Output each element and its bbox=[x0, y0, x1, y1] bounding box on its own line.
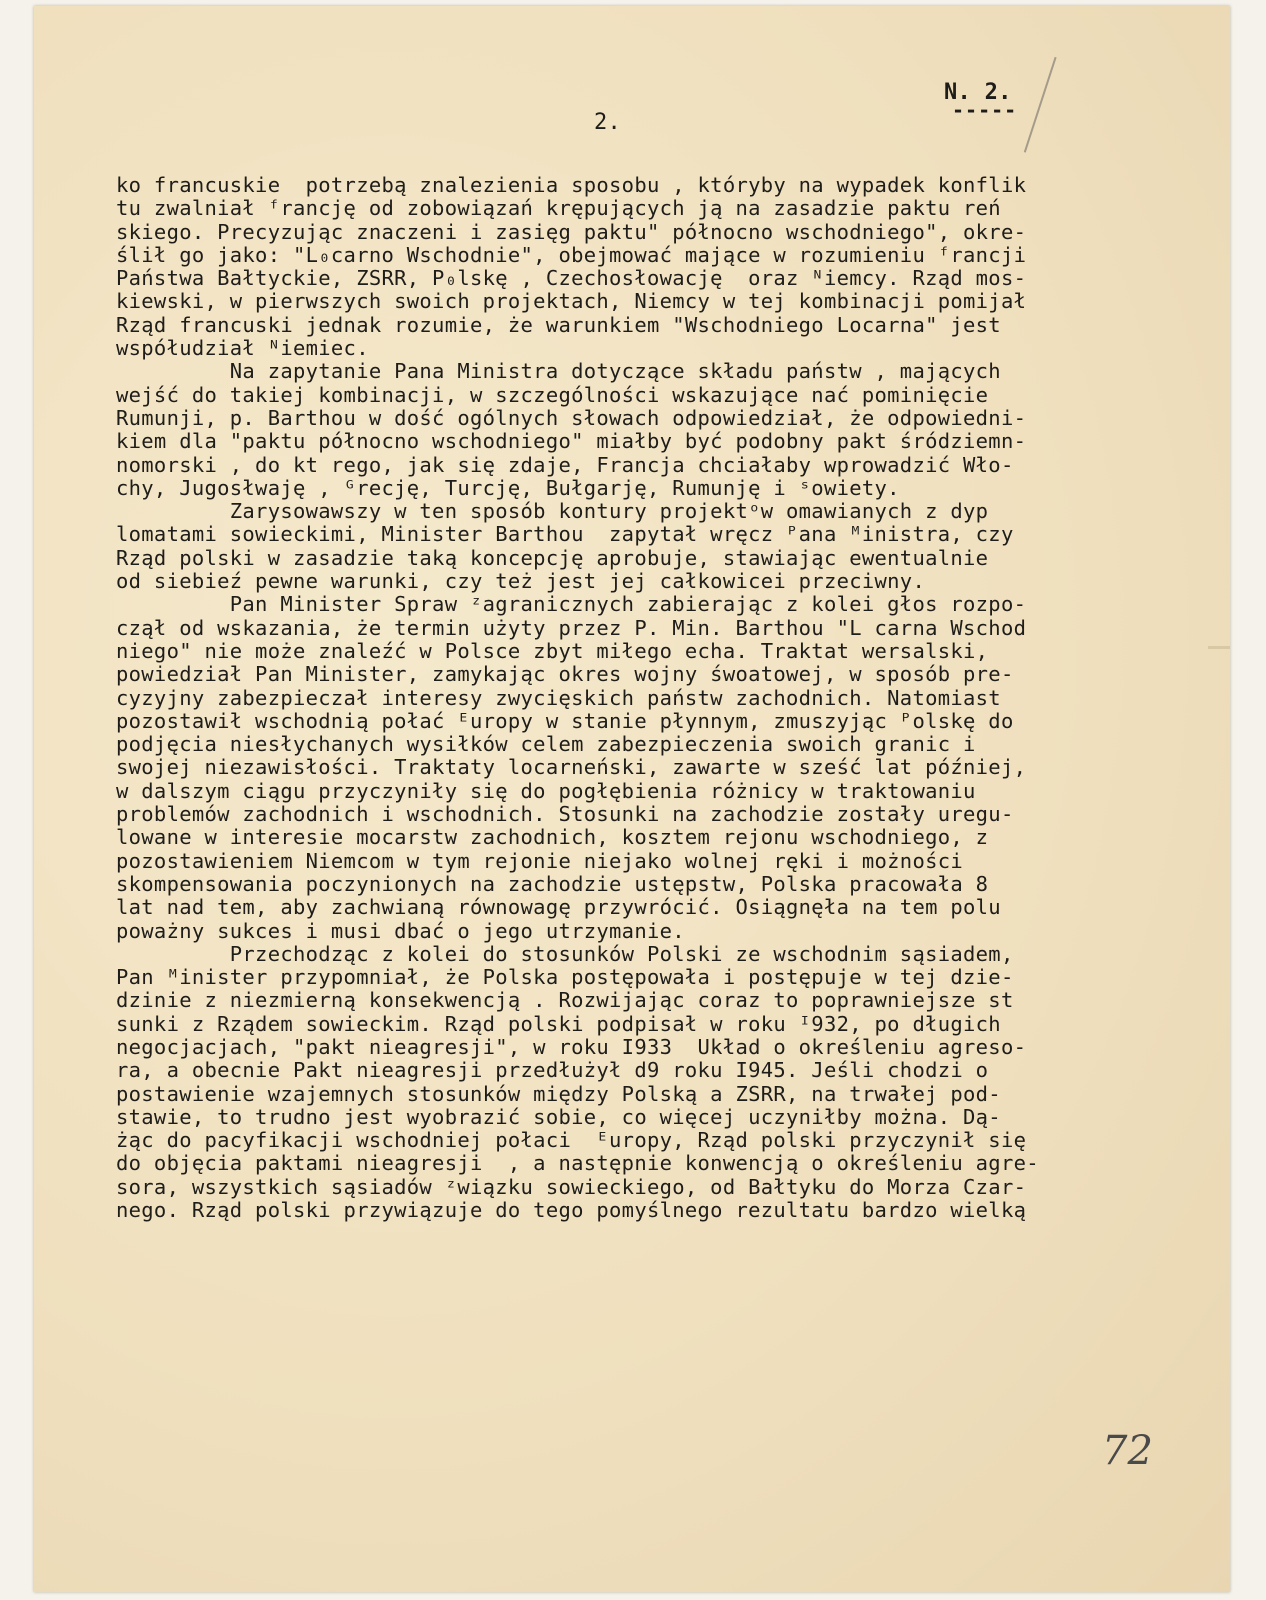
text-line: współudział ᴺiemiec. bbox=[116, 336, 369, 361]
text-line: tu zwalniał ᶠrancję od zobowiązań krępujących ją na zasadzie paktu reń bbox=[116, 196, 1001, 221]
text-line: Rząd francuski jednak rozumie, że warunkiem "Wschodniego Locarna" jest bbox=[116, 312, 1001, 337]
text-line: nomorski , do kt rego, jak się zdaje, Francja chciałaby wprowadzić Wło- bbox=[116, 452, 1014, 477]
document-number: N. 2. bbox=[944, 80, 1012, 105]
pencil-mark bbox=[1024, 57, 1064, 155]
body-text bbox=[116, 174, 1230, 1222]
text-line: lomatami sowieckimi, Minister Barthou zapytał wręcz ᴾana ᴹinistra, czy bbox=[116, 522, 1014, 547]
document-page bbox=[34, 6, 1230, 1592]
text-line: problemów zachodnich i wschodnich. Stosunki na zachodzie zostały uregu- bbox=[116, 802, 1014, 827]
handwritten-page-number: 72 bbox=[1102, 1428, 1153, 1474]
text-line: wejść do takiej kombinacji, w szczególności wskazujące nać pominięcie bbox=[116, 382, 989, 407]
text-line: Państwa Bałtyckie, ZSRR, P₀lskę , Czechosłowację oraz ᴺiemcy. Rząd mos- bbox=[116, 266, 1027, 291]
text-line: nego. Rząd polski przywiązuje do tego pomyślnego rezultatu bardzo wielką bbox=[116, 1198, 1027, 1223]
text-line: stawie, to trudno jest wyobrazić sobie, co więcej uczyniłby można. Dą- bbox=[116, 1104, 1001, 1129]
text-line: chy, Jugosłwaję , ᴳrecję, Turcję, Bułgarję, Rumunję i ˢowiety. bbox=[116, 475, 900, 500]
text-line: żąc do pacyfikacji wschodniej połaci ᴱuropy, Rząd polski przyczynił się bbox=[116, 1128, 1027, 1153]
text-line: dzinie z niezmierną konsekwencją . Rozwijając coraz to poprawniejsze st bbox=[116, 988, 1014, 1013]
text-line: kiem dla "paktu północno wschodniego" miałby być podobny pakt śródziemn- bbox=[116, 429, 1027, 454]
text-line: ra, a obecnie Pakt nieagresji przedłużył d9 roku I945. Jeśli chodzi o bbox=[116, 1058, 989, 1083]
text-line: ko francuskie potrzebą znalezienia sposobu , któryby na wypadek konflik bbox=[116, 173, 1027, 197]
text-line: sora, wszystkich sąsiadów ᶻwiązku sowieckiego, od Bałtyku do Morza Czar- bbox=[116, 1174, 1027, 1199]
text-line: Rząd polski w zasadzie taką koncepcję aprobuje, stawiając ewentualnie bbox=[116, 545, 989, 570]
text-line: Pan Minister Spraw ᶻagranicznych zabierając z kolei głos rozpo- bbox=[116, 592, 1027, 617]
text-line: powiedział Pan Minister, zamykając okres wojny śwoatowej, w sposób pre- bbox=[116, 662, 1014, 687]
text-line: postawienie wzajemnych stosunków między Polską a ZSRR, na trwałej pod- bbox=[116, 1081, 1001, 1106]
text-line: Rumunji, p. Barthou w dość ogólnych słowach odpowiedział, że odpowiedni- bbox=[116, 405, 1027, 430]
text-line: Na zapytanie Pana Ministra dotyczące składu państw , mających bbox=[116, 359, 1001, 384]
text-line: lat nad tem, aby zachwianą równowagę przywrócić. Osiągnęła na tem polu bbox=[116, 895, 1001, 920]
text-line: skiego. Precyzując znaczeni i zasięg paktu" północno wschodniego", okre- bbox=[116, 219, 1027, 244]
document-number-underline: ----- bbox=[952, 98, 1018, 122]
text-line: poważny sukces i musi dbać o jego utrzymanie. bbox=[116, 918, 685, 943]
page-number: 2. bbox=[594, 110, 622, 135]
text-line: pozostawieniem Niemcom w tym rejonie niejako wolnej ręki i możności bbox=[116, 848, 964, 873]
text-line: skompensowania poczynionych na zachodzie ustępstw, Polska pracowała 8 bbox=[116, 871, 989, 896]
text-line: czął od wskazania, że termin użyty przez P. Min. Barthou "L carna Wschod bbox=[116, 615, 1027, 640]
text-line: ślił go jako: "L₀carno Wschodnie", obejmować mające w rozumieniu ᶠrancji bbox=[116, 242, 1027, 267]
text-line: sunki z Rządem sowieckim. Rząd polski podpisał w roku ᴵ932, po długich bbox=[116, 1011, 1001, 1036]
text-line: do objęcia paktami nieagresji , a następnie konwencją o określeniu agre- bbox=[116, 1151, 1039, 1176]
text-line: Pan ᴹinister przypomniał, że Polska postępowała i postępuje w tej dzie- bbox=[116, 965, 1014, 990]
text-line: podjęcia niesłychanych wysiłków celem zabezpieczenia swoich granic i bbox=[116, 732, 976, 757]
text-line: kiewski, w pierwszych swoich projektach, Niemcy w tej kombinacji pomijał bbox=[116, 289, 1027, 314]
text-line: od siebieź pewne warunki, czy też jest jej całkowicei przeciwny. bbox=[116, 569, 926, 594]
text-line: pozostawił wschodnią połać ᴱuropy w stanie płynnym, zmuszyjąc ᴾolskę do bbox=[116, 708, 1014, 733]
text-line: w dalszym ciągu przyczyniły się do pogłębienia różnicy w traktowaniu bbox=[116, 778, 976, 803]
text-line: cyzyjny zabezpieczał interesy zwycięskich państw zachodnich. Natomiast bbox=[116, 685, 1001, 710]
text-line: Przechodząc z kolei do stosunków Polski ze wschodnim sąsiadem, bbox=[116, 941, 1014, 966]
text-line: lowane w interesie mocarstw zachodnich, kosztem rejonu wschodniego, z bbox=[116, 825, 989, 850]
text-line: swojej niezawisłości. Traktaty locarneński, zawarte w sześć lat później, bbox=[116, 755, 1027, 780]
text-line: Zarysowawszy w ten sposób kontury projektᵒw omawianych z dyp bbox=[116, 499, 989, 524]
text-line: niego" nie może znaleźć w Polsce zbyt miłego echa. Traktat wersalski, bbox=[116, 638, 989, 663]
text-line: negocjacjach, "pakt nieagresji", w roku I933 Układ o określeniu agreso- bbox=[116, 1034, 1027, 1059]
edge-tear bbox=[1208, 646, 1230, 649]
